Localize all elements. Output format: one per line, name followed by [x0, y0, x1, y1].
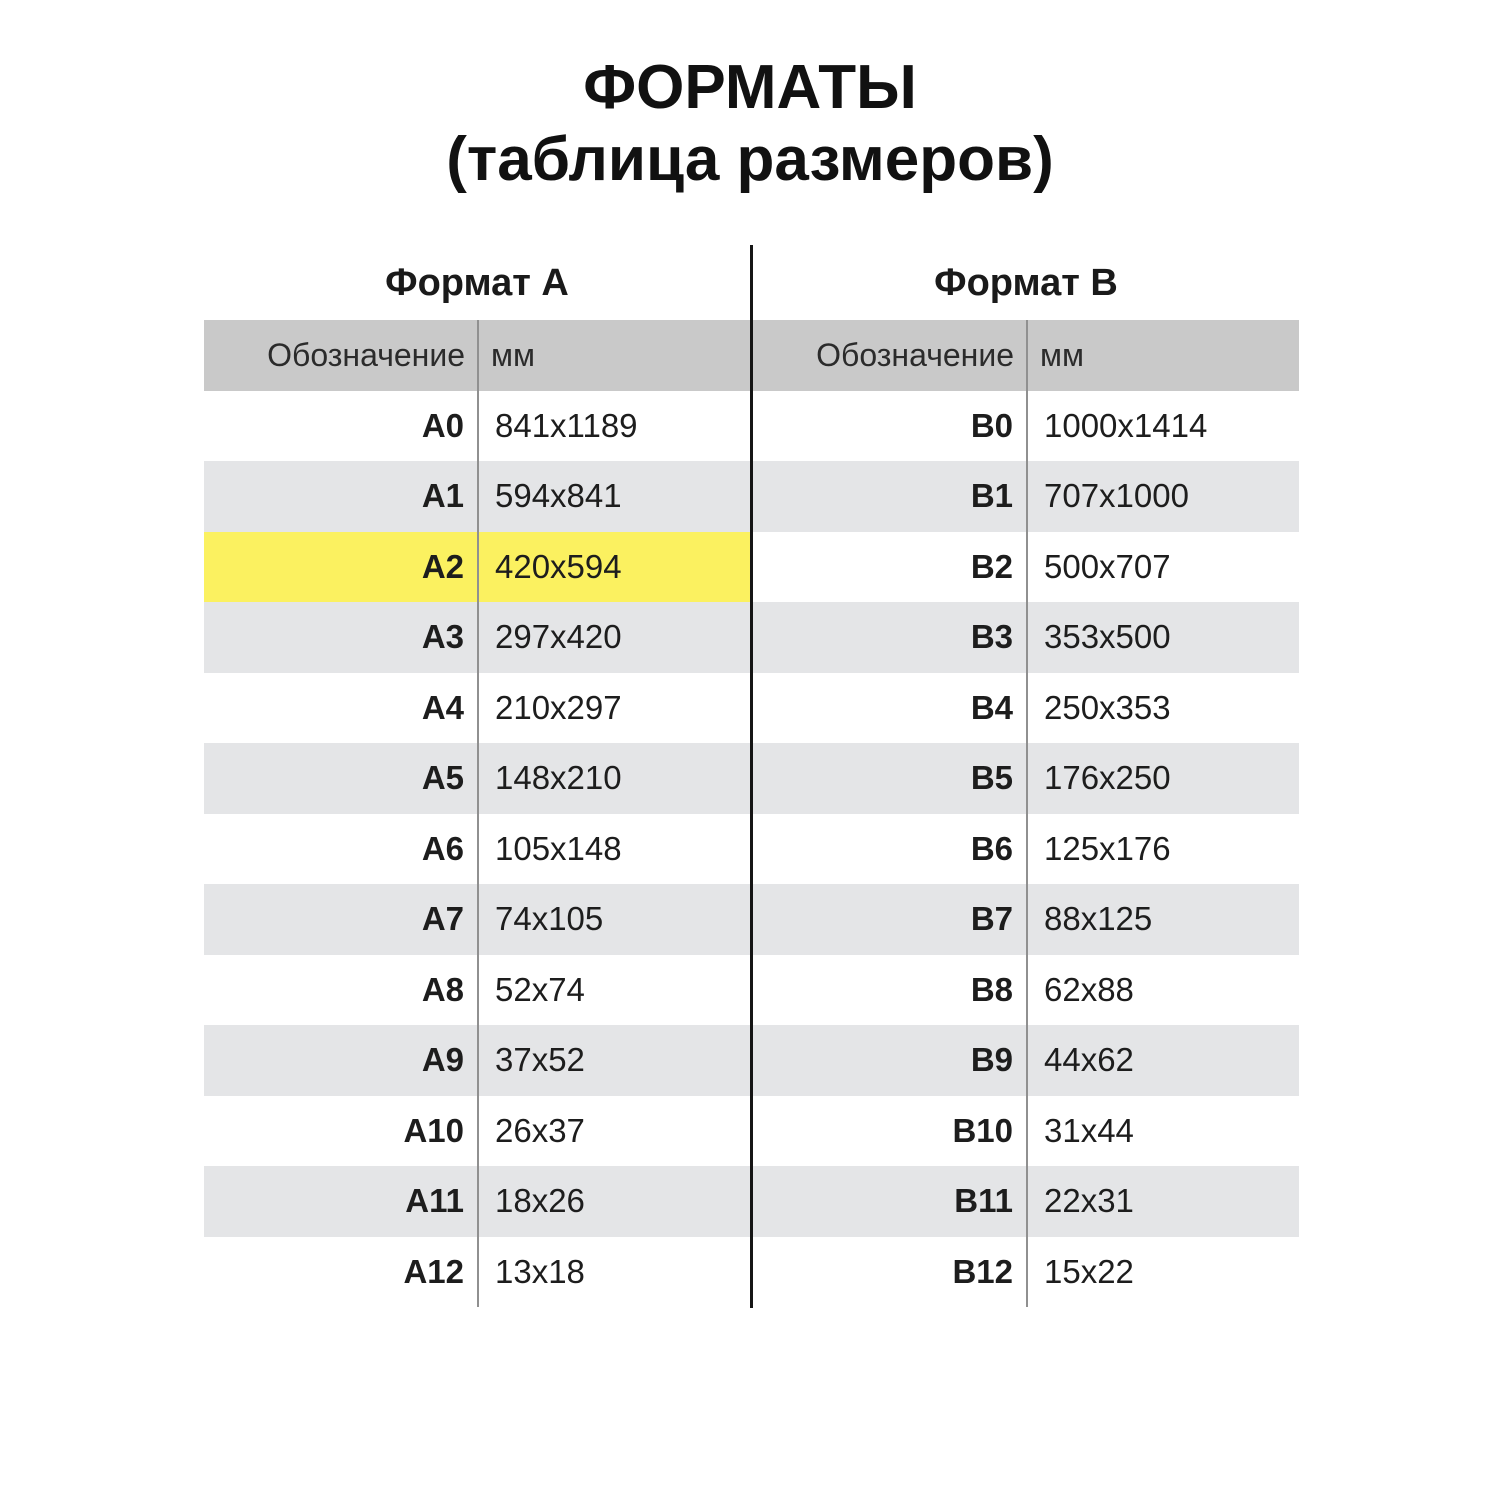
table-row — [204, 884, 750, 955]
format-a-heading: Формат A — [385, 261, 569, 304]
format-b-grid — [753, 320, 1299, 1307]
table-row — [204, 814, 750, 885]
size-cell: 22x31 — [1026, 1166, 1299, 1237]
table-row — [204, 673, 750, 744]
format-b-heading: Формат B — [934, 261, 1118, 304]
designation-cell: A9 — [421, 1041, 464, 1079]
designation-cell: A11 — [405, 1182, 464, 1220]
size-cell: 176x250 — [1026, 743, 1299, 814]
designation-cell: A7 — [421, 900, 464, 938]
table-row — [204, 1096, 750, 1167]
format-a-table — [204, 246, 750, 1307]
designation-cell: A6 — [421, 829, 464, 867]
size-cell: 707x1000 — [1026, 461, 1299, 532]
size-cell: 37x52 — [477, 1025, 750, 1096]
designation-cell: B9 — [970, 1041, 1013, 1079]
page-title: ФОРМАТЫ — [583, 53, 917, 122]
table-row — [204, 532, 750, 603]
designation-cell: B10 — [952, 1111, 1013, 1149]
table-row — [753, 814, 1299, 885]
size-cell: 125x176 — [1026, 814, 1299, 885]
size-cell: 18x26 — [477, 1166, 750, 1237]
page-subtitle: (таблица размеров) — [446, 125, 1054, 194]
table-row — [753, 1237, 1299, 1308]
page-title-block — [0, 52, 1500, 196]
table-row — [753, 1096, 1299, 1167]
column-header-mm: мм — [1026, 320, 1299, 391]
column-header-row — [753, 320, 1299, 391]
designation-cell: B11 — [954, 1182, 1013, 1220]
designation-cell: B2 — [970, 547, 1013, 585]
designation-cell: A5 — [421, 759, 464, 797]
format-b-table — [753, 246, 1299, 1307]
size-cell: 250x353 — [1026, 673, 1299, 744]
designation-cell: B7 — [970, 900, 1013, 938]
table-row — [753, 884, 1299, 955]
designation-cell: A0 — [421, 406, 464, 444]
table-row — [204, 743, 750, 814]
column-header-row — [204, 320, 750, 391]
size-cell: 500x707 — [1026, 532, 1299, 603]
table-row — [204, 955, 750, 1026]
table-row — [753, 461, 1299, 532]
designation-cell: A10 — [403, 1111, 464, 1149]
size-cell: 210x297 — [477, 673, 750, 744]
designation-cell: B8 — [970, 970, 1013, 1008]
designation-cell: B12 — [952, 1252, 1013, 1290]
size-cell: 105x148 — [477, 814, 750, 885]
table-row — [204, 461, 750, 532]
designation-cell: A8 — [421, 970, 464, 1008]
designation-cell: B5 — [970, 759, 1013, 797]
designation-cell: B3 — [970, 618, 1013, 656]
table-row — [204, 1025, 750, 1096]
table-row — [753, 532, 1299, 603]
table-row — [204, 602, 750, 673]
table-row — [753, 673, 1299, 744]
size-cell: 44x62 — [1026, 1025, 1299, 1096]
size-cell: 74x105 — [477, 884, 750, 955]
designation-cell: A1 — [421, 477, 464, 515]
size-cell: 52x74 — [477, 955, 750, 1026]
designation-cell: B0 — [970, 406, 1013, 444]
size-cell: 148x210 — [477, 743, 750, 814]
table-row — [753, 1166, 1299, 1237]
size-cell: 88x125 — [1026, 884, 1299, 955]
designation-cell: A2 — [421, 547, 464, 585]
table-row — [753, 602, 1299, 673]
table-row — [204, 1237, 750, 1308]
designation-cell: A3 — [421, 618, 464, 656]
designation-cell: A12 — [403, 1252, 464, 1290]
size-cell: 594x841 — [477, 461, 750, 532]
column-header-designation: Обозначение — [267, 336, 465, 373]
size-cell: 15x22 — [1026, 1237, 1299, 1308]
size-cell: 31x44 — [1026, 1096, 1299, 1167]
table-row — [753, 391, 1299, 462]
table-row — [753, 1025, 1299, 1096]
size-cell: 420x594 — [477, 532, 750, 603]
size-cell: 62x88 — [1026, 955, 1299, 1026]
table-row — [204, 1166, 750, 1237]
table-row — [753, 955, 1299, 1026]
table-row — [204, 391, 750, 462]
size-cell: 26x37 — [477, 1096, 750, 1167]
size-cell: 841x1189 — [477, 391, 750, 462]
designation-cell: B4 — [970, 688, 1013, 726]
size-cell: 297x420 — [477, 602, 750, 673]
size-cell: 13x18 — [477, 1237, 750, 1308]
size-cell: 1000x1414 — [1026, 391, 1299, 462]
designation-cell: A4 — [421, 688, 464, 726]
designation-cell: B6 — [970, 829, 1013, 867]
size-cell: 353x500 — [1026, 602, 1299, 673]
format-a-grid — [204, 320, 750, 1307]
column-header-mm: мм — [477, 320, 750, 391]
table-row — [753, 743, 1299, 814]
designation-cell: B1 — [970, 477, 1013, 515]
column-header-designation: Обозначение — [816, 336, 1014, 373]
